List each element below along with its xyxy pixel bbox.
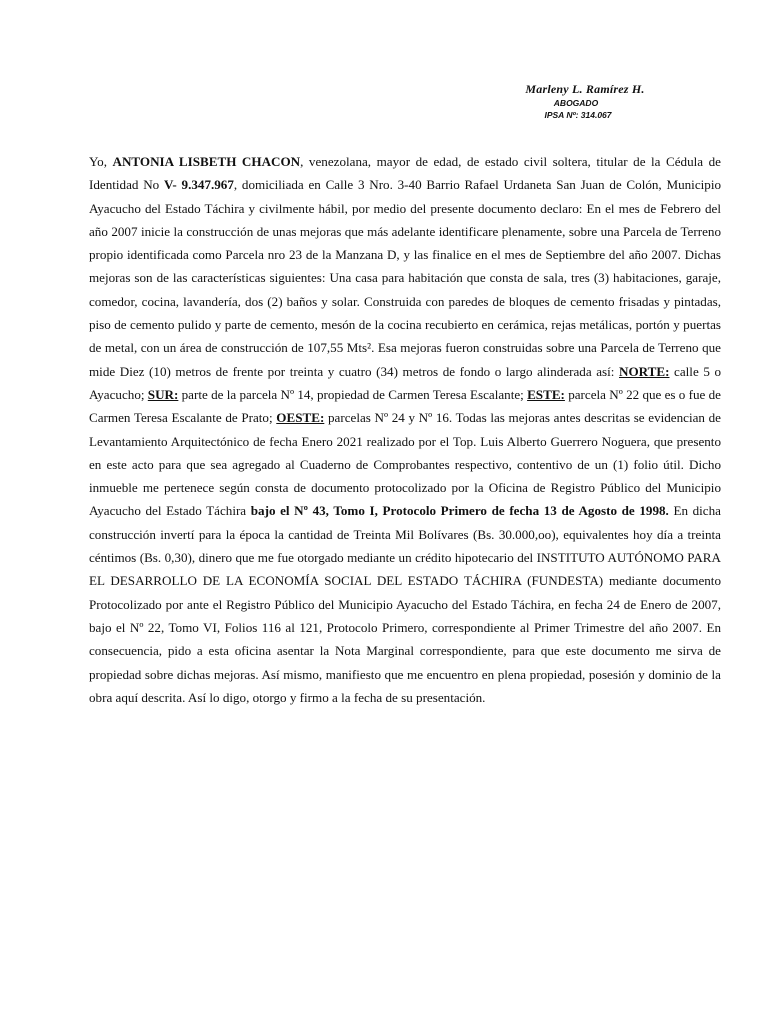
text-segment: parte de la parcela Nº 14, propiedad de Carmen Teresa Escalante; bbox=[178, 386, 528, 402]
text-segment: parcelas Nº 24 y Nº 16. Todas las mejoras antes descritas se evidencian de Levantamiento Arquitectónico de fecha Enero 2021 realizado por el Top. Luis Alberto Guerrero Noguera, que presento en este acto para que sea agregado al Cuaderno de Comprobantes respectivo, contentivo de un (1) folio útil. Dicho inmueble me pertenece según consta de documento protocolizado por la Oficina de Registro Público del Municipio Ayacucho del Estado Táchira bbox=[89, 410, 721, 519]
declarant-name: ANTONIA LISBETH CHACON bbox=[112, 154, 301, 169]
boundary-norte-label: NORTE: bbox=[619, 363, 670, 379]
text-segment: parcela Nº 22 que es o fue de Carmen Teresa Escalante de Prato; bbox=[89, 386, 721, 426]
id-number: V- 9.347.967 bbox=[163, 177, 234, 193]
boundary-oeste-label: OESTE: bbox=[276, 410, 325, 426]
declaration-paragraph bbox=[89, 150, 721, 709]
text-segment: , domiciliada en Calle 3 Nro. 3-40 Barrio Rafael Urdaneta San Juan de Colón, Municipio Ayacucho del Estado Táchira y civilmente hábil, por medio del presente documento declaro: En el mes de Febrero del año 2007 inicie la construcción de unas mejoras que más adelante identificare plenamente, sobre una Parcela de Terreno propio identificada como Parcela nro 23 de la Manzana D, y las finalice en el mes de Septiembre del año 2007. Dichas mejoras son de las características siguientes: Una casa para habitación que consta de sala, tres (3) habitaciones, garaje, comedor, cocina, lavandería, dos (2) baños y solar. Construida con paredes de bloques de cemento frisadas y pintadas, piso de cemento pulido y parte de cemento, mesón de la cocina recubierto en cerámica, rejas metálicas, portón y puertas de metal, con un área de construcción de 107,55 Mts². Esa mejoras fueron construidas sobre una Parcela de Terreno que mide Diez (10) metros de frente por treinta y cuatro (34) metros de fondo o largo alinderada así: bbox=[89, 177, 721, 379]
lawyer-name: Marleny L. Ramírez H. bbox=[525, 82, 645, 96]
boundary-sur-label: SUR: bbox=[147, 386, 179, 402]
lawyer-ipsa-number: IPSA Nº: 314.067 bbox=[544, 110, 612, 120]
lawyer-title: ABOGADO bbox=[553, 98, 599, 108]
registry-reference: bajo el Nº 43, Tomo I, Protocolo Primero de fecha 13 de Agosto de 1998. bbox=[250, 503, 669, 519]
text-segment: Yo, bbox=[89, 154, 113, 169]
boundary-este-label: ESTE: bbox=[527, 386, 565, 402]
text-segment: En dicha construcción invertí para la época la cantidad de Treinta Mil Bolívares (Bs. 30.000,oo), equivalentes hoy día a treinta céntimos (Bs. 0,30), dinero que me fue otorgado mediante un crédito hipotecario del INSTITUTO AUTÓNOMO PARA EL DESARROLLO DE LA ECONOMÍA SOCIAL DEL ESTADO TÁCHIRA (FUNDESTA) mediante documento Protocolizado por ante el Registro Público del Municipio Ayacucho del Estado Táchira, en fecha 24 de Enero de 2007, bajo el Nº 22, Tomo VI, Folios 116 al 121, Protocolo Primero, correspondiente al Primer Trimestre del año 2007. En consecuencia, pido a esta oficina asentar la Nota Marginal correspondiente, para que este documento me sirva de propiedad sobre dichas mejoras. Así mismo, manifiesto que me encuentro en plena propiedad, posesión y dominio de la obra aquí descrita. Así lo digo, otorgo y firmo a la fecha de su presentación. bbox=[89, 503, 721, 705]
text-segment: calle 5 o Ayacucho; bbox=[89, 363, 721, 402]
text-segment: , venezolana, mayor de edad, de estado civil soltera, titular de la Cédula de Identidad No bbox=[89, 154, 721, 193]
letterhead bbox=[460, 82, 710, 121]
